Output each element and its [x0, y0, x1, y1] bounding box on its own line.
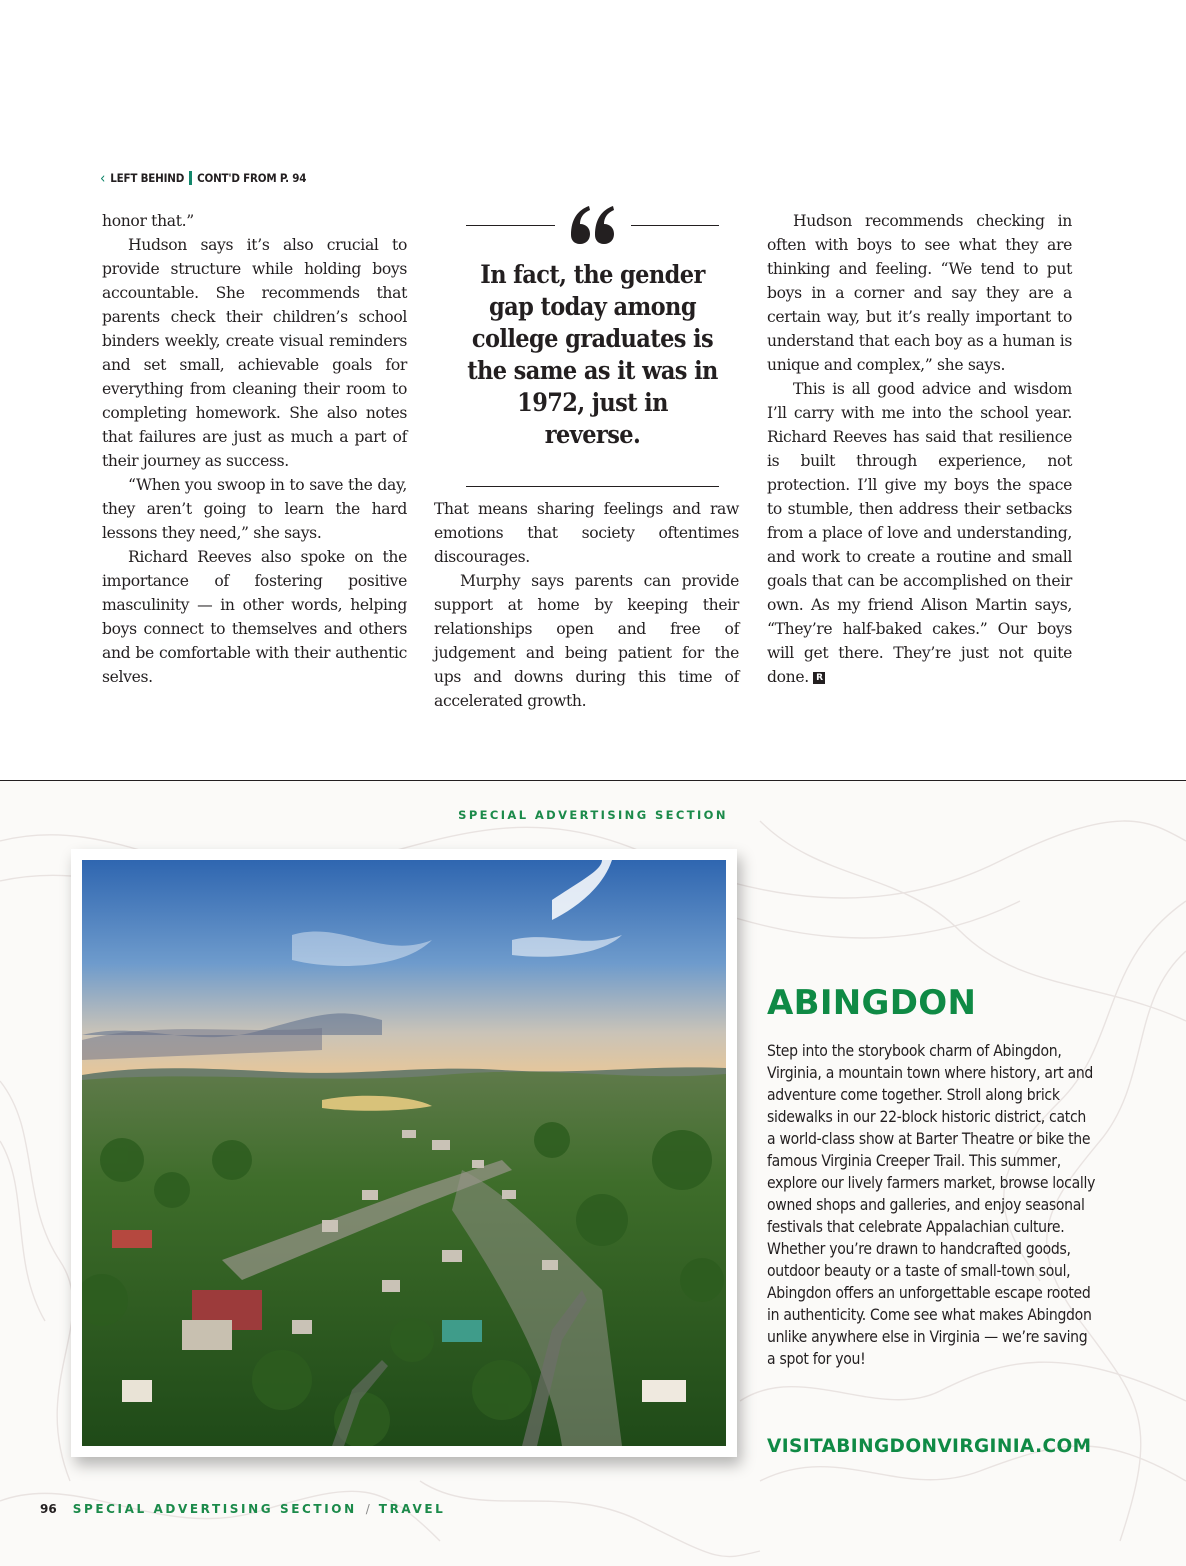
ad-body-text: Step into the storybook charm of Abingdon, Virginia, a mountain town where history, art and adventure come together. Stroll along brick sidewalks in our 22-block historic district, catch a world-class show at Barter Theatre or bike the famous Virginia Creeper Trail. This summer, explore our lively farmers market, browse locally owned shops and galleries, and enjoy seasonal festivals that celebrate Appalachian culture. Whether you’re drawn to handcrafted goods, outdoor beauty or a taste of small-town soul, Abingdon offers an unforgettable escape rooted in authenticity. Come see what makes Abingdon unlike anywhere else in Virginia — we’re saving a spot for you! — [767, 1042, 1096, 1368]
aerial-town-illustration — [82, 860, 726, 1446]
paragraph: “When you swoop in to save the day, they aren’t going to learn the hard lessons they need,” she says. — [102, 476, 407, 542]
paragraph — [767, 377, 1072, 689]
chevron-left-icon: ‹ — [100, 169, 106, 187]
kicker-divider — [189, 171, 192, 185]
paragraph: Murphy says parents can provide support at home by keeping their relationships open and free of judgement and being patient for the ups and downs during this time of accelerated growth. — [434, 572, 739, 710]
kicker-story-name: LEFT BEHIND — [110, 171, 185, 185]
photo-frame — [71, 849, 737, 1457]
paragraph: Richard Reeves also spoke on the importance of fostering positive masculinity — in other words, helping boys connect to themselves and others and be comfortable with their authentic selves. — [102, 548, 407, 686]
pull-quote — [466, 205, 719, 487]
footer-section-label: SPECIAL ADVERTISING SECTION — [72, 1502, 357, 1516]
footer-category-label: TRAVEL — [378, 1502, 446, 1516]
end-mark-icon: R — [813, 672, 825, 684]
article-column-1 — [102, 209, 407, 689]
abingdon-aerial-photo — [82, 860, 726, 1446]
pull-quote-rule-left — [466, 225, 555, 226]
pull-quote-rule-bottom — [466, 486, 719, 487]
continuation-kicker — [100, 171, 306, 185]
paragraph: Hudson recommends checking in often with boys to see what they are thinking and feeling. “We tend to put boys in a corner and say they are a certain way, but it’s really important to understand that each boy as a human is unique and complex,” she says. — [767, 212, 1072, 374]
paragraph-text: This is all good advice and wisdom I’ll carry with me into the school year. Richard Reeves has said that resilience is built through experience, not protection. I’ll give my boys the space to stumble, then address their setbacks from a place of love and understanding, and work to create a routine and small goals that can be accomplished on their own. As my friend Alison Martin says, “They’re half-baked cakes.” Our boys will get there. They’re just not quite done. — [767, 380, 1072, 686]
website-link[interactable]: VISITABINGDONVIRGINIA.COM — [767, 1436, 1092, 1457]
quotation-mark-icon — [569, 205, 617, 245]
page-footer — [40, 1502, 445, 1516]
article-column-2 — [434, 497, 739, 713]
ad-title: ABINGDON — [767, 983, 977, 1023]
page-number: 96 — [40, 1502, 57, 1516]
kicker-continued-from: CONT'D FROM P. 94 — [197, 171, 307, 185]
footer-separator: / — [365, 1502, 370, 1516]
paragraph: honor that.” — [102, 212, 194, 230]
article-column-3 — [767, 209, 1072, 689]
special-advertising-label: SPECIAL ADVERTISING SECTION — [458, 808, 728, 822]
paragraph: That means sharing feelings and raw emotions that society oftentimes discourages. — [434, 500, 739, 566]
pull-quote-text: In fact, the gender gap today among college graduates is the same as it was in 1972, just in reverse. — [467, 260, 718, 449]
pull-quote-rule-right — [631, 225, 720, 226]
paragraph: Hudson says it’s also crucial to provide structure while holding boys accountable. She recommends that parents check their children’s school binders weekly, create visual reminders and set small, achievable goals for everything from cleaning their room to completing homework. She also notes that failures are just as much a part of their journey as success. — [102, 236, 407, 470]
